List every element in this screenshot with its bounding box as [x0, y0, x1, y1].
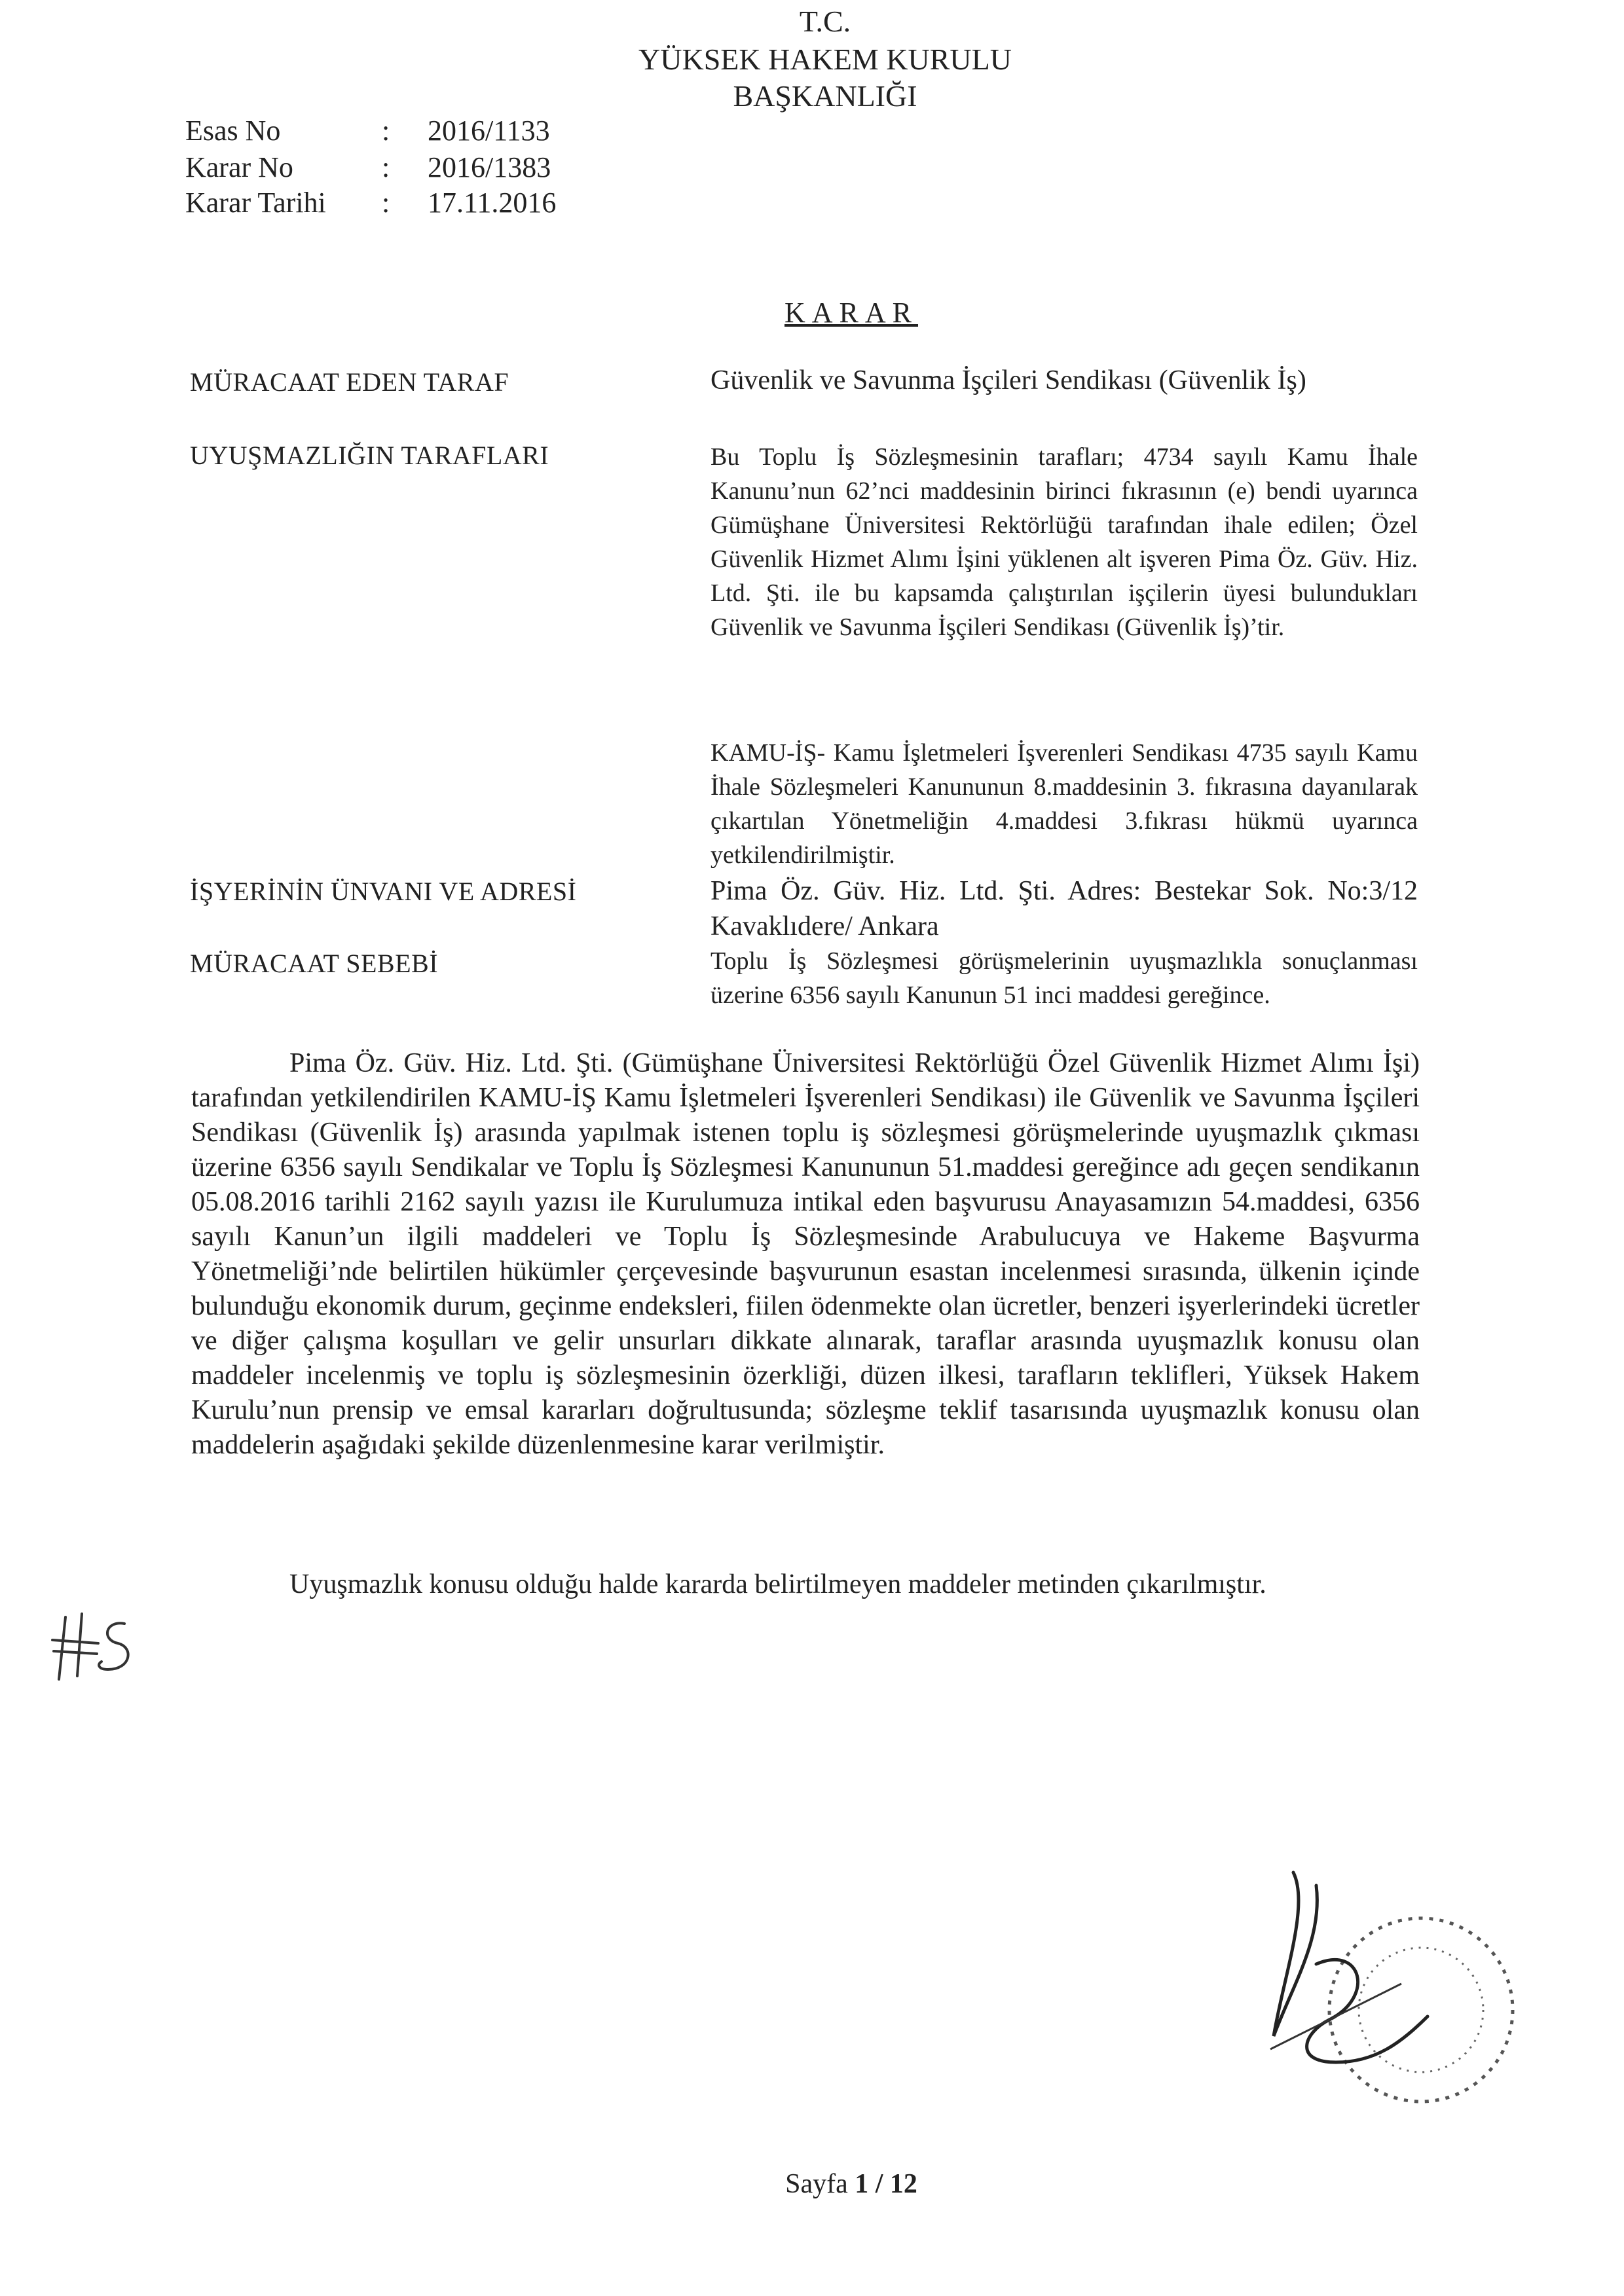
- meta-row-tarih: [185, 186, 556, 219]
- decision-paragraph-1: Pima Öz. Güv. Hiz. Ltd. Şti. (Gümüşhane Üniversitesi Rektörlüğü Özel Güvenlik Hizmet Alımı İşi) tarafından yetkilendirilen KAMU-İŞ Kamu İşletmeleri İşverenleri Sendikası) ile Güvenlik ve Savunma İşçileri Sendikası (Güvenlik İş) arasında yapılmak istenen toplu iş sözleşmesi görüşmelerinde uyuşmazlık çıkması üzerine 6356 sayılı Sendikalar ve Toplu İş Sözleşmesi Kanununun 51.maddesi gereğince adı geçen sendikanın 05.08.2016 tarihli 2162 sayılı yazısı ile Kurulumuza intikal eden başvurusu Anayasamızın 54.maddesi, 6356 sayılı Kanun’un ilgili maddeleri ve Toplu İş Sözleşmesinde Arabulucuya ve Hakeme Başvurma Yönetmeliği’nde belirtilen hükümler çerçevesinde başvurunun esastan incelenmesi sırasında, ülkenin içinde bulunduğu ekonomik durum, geçinme endeksleri, fiilen ödenmekte olan ücretler, benzeri işyerlerindeki ücretler ve diğer çalışma koşulları ve gelir unsurları dikkate alınarak, taraflar arasında uyuşmazlık konusu olan maddeler incelenmiş ve toplu iş sözleşmesinin özerkliği, düzen ilkesi, tarafların teklifleri, Yüksek Hakem Kurulu’nun prensip ve emsal kararları doğrultusunda; sözleşme teklif tasarısında uyuşmazlık konusu olan maddelerin aşağıdaki şekilde düzenlenmesine karar verilmiştir.: [191, 1048, 1420, 1460]
- meta-row-karar: [185, 151, 551, 184]
- meta-colon: :: [382, 151, 390, 183]
- label-applicant: MÜRACAAT EDEN TARAF: [190, 367, 509, 397]
- document-title: KARAR: [784, 297, 919, 329]
- meta-value: 17.11.2016: [428, 187, 557, 219]
- meta-colon: :: [382, 115, 390, 147]
- page-number: [720, 2168, 982, 2200]
- value-applicant: Güvenlik ve Savunma İşçileri Sendikası (Güvenlik İş): [710, 365, 1306, 395]
- label-reason: MÜRACAAT SEBEBİ: [190, 949, 439, 978]
- handwritten-initials: [46, 1604, 144, 1689]
- label-parties: UYUŞMAZLIĞIN TARAFLARI: [190, 441, 549, 470]
- value-parties-1: Bu Toplu İş Sözleşmesinin tarafları; 4734 sayılı Kamu İhale Kanunu’nun 62’nci maddesinin birinci fıkrasının (e) bendi uyarınca Gümüşhane Üniversitesi Rektörlüğü tarafından ihale edilen; Özel Güvenlik Hizmet Alımı İşini yüklenen alt işveren Pima Öz. Güv. Hiz. Ltd. Şti. ile bu kapsamda çalıştırılan işçilerin üyesi bulundukları Güvenlik ve Savunma İşçileri Sendikası (Güvenlik İş)’tir.: [710, 443, 1418, 641]
- value-workplace: Pima Öz. Güv. Hiz. Ltd. Şti. Adres: Bestekar Sok. No:3/12 Kavaklıdere/ Ankara: [710, 876, 1418, 941]
- decision-paragraph-2: Uyuşmazlık konusu olduğu halde kararda belirtilmeyen maddeler metinden çıkarılmıştır.: [289, 1569, 1266, 1599]
- meta-value: 2016/1383: [428, 151, 551, 183]
- meta-value: 2016/1133: [428, 115, 550, 147]
- meta-key: Karar No: [185, 151, 293, 183]
- signature-stamp: [1231, 1846, 1545, 2174]
- meta-colon: :: [382, 187, 390, 219]
- institution-name: YÜKSEK HAKEM KURULU: [638, 43, 1012, 76]
- meta-key: Karar Tarihi: [185, 187, 326, 219]
- label-workplace: İŞYERİNİN ÜNVANI VE ADRESİ: [190, 877, 577, 906]
- meta-key: Esas No: [185, 115, 281, 147]
- page-count: 1 / 12: [855, 2169, 917, 2199]
- value-reason: Toplu İş Sözleşmesi görüşmelerinin uyuşmazlıkla sonuçlanması üzerine 6356 sayılı Kanunun 51 inci maddesi gereğince.: [710, 947, 1418, 1009]
- value-parties-2: KAMU-İŞ- Kamu İşletmeleri İşverenleri Sendikası 4735 sayılı Kamu İhale Sözleşmeleri Kanununun 8.maddesinin 3. fıkrasına dayanılarak çıkartılan Yönetmeliğin 4.maddesi 3.fıkrası hükmü uyarınca yetkilendirilmiştir.: [710, 739, 1418, 869]
- page-prefix: Sayfa: [785, 2169, 848, 2199]
- header-tc: T.C.: [799, 5, 851, 38]
- meta-row-esas: [185, 114, 550, 147]
- institution-office: BAŞKANLIĞI: [733, 79, 917, 113]
